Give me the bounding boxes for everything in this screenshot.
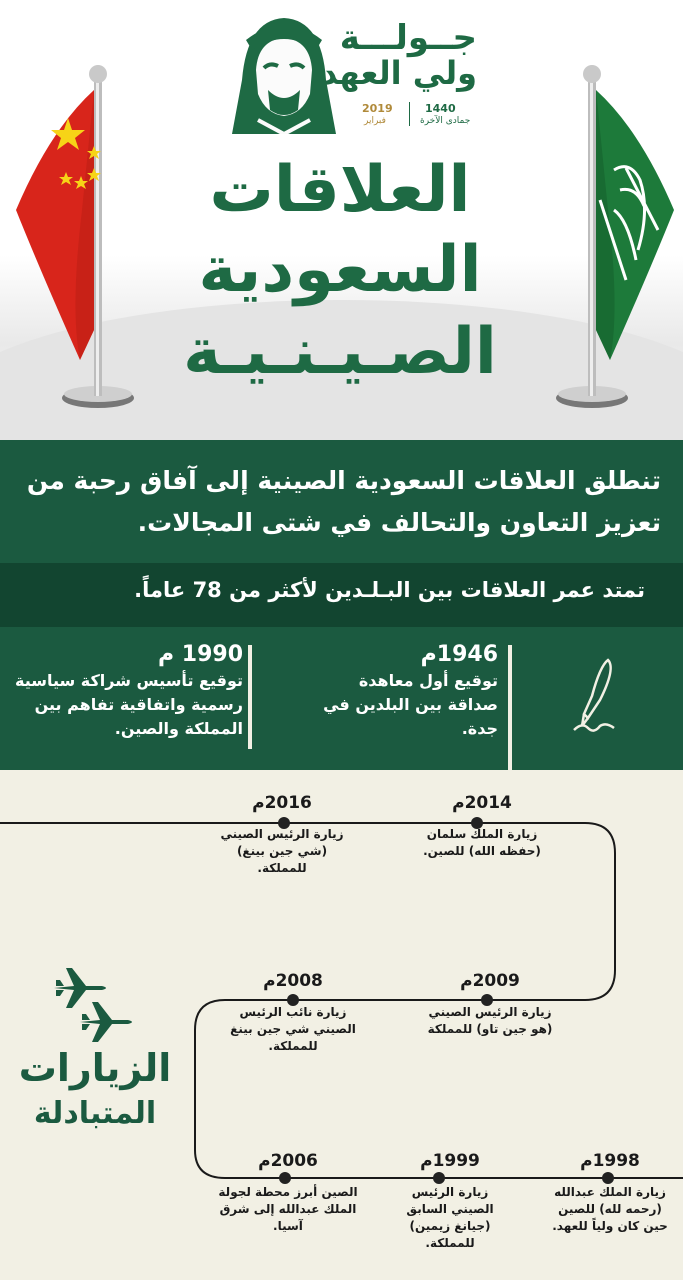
visit-desc: الصين أبرز محطة لجولة الملك عبدالله إلى شرق آسيا.	[218, 1185, 358, 1233]
title-line1: العلاقات	[209, 153, 471, 227]
logo-hijri-year: 1440	[425, 102, 456, 115]
visit-year: 2016م	[252, 793, 312, 813]
visit-event	[420, 970, 560, 1038]
milestone-1946	[318, 641, 498, 741]
milestone-desc: توقيع أول معاهدة صداقة بين البلدين في جدة.	[323, 671, 498, 738]
airplane-icon	[78, 1000, 136, 1044]
visit-year: 1999م	[420, 1151, 480, 1171]
visit-desc: زيارة الملك سلمان (حفظه الله) للصين.	[423, 827, 541, 858]
visit-desc: زيارة الرئيس الصيني السابق (جيانغ زيمين) للمملكة.	[406, 1185, 494, 1250]
visit-desc: زيارة الرئيس الصيني (هو جين تاو) للمملكة	[427, 1005, 553, 1036]
visit-year: 2009م	[460, 971, 520, 991]
relations-age-bar	[0, 563, 683, 627]
milestone-year: 1946م	[420, 642, 498, 667]
visit-event	[218, 970, 368, 1055]
visit-event	[212, 792, 352, 877]
visit-desc: زيارة الملك عبدالله (رحمه لله) للصين حين كان ولياً للعهد.	[552, 1185, 668, 1233]
logo-gregorian-year: 2019	[362, 102, 393, 115]
visit-year: 2014م	[452, 793, 512, 813]
visits-title-line2: المتبادلة	[33, 1096, 157, 1131]
visit-year: 2008م	[263, 971, 323, 991]
pen-icon	[570, 656, 618, 736]
visit-event	[218, 1150, 358, 1235]
milestone-year: 1990 م	[157, 642, 243, 667]
visit-event	[392, 1150, 508, 1252]
logo-hijri-month: جمادى الآخرة	[420, 116, 471, 126]
visit-desc: زيارة نائب الرئيس الصيني شي جين بينغ للمملكة.	[230, 1005, 356, 1053]
milestone-1990	[13, 641, 243, 741]
milestone-divider	[508, 645, 512, 773]
milestone-divider	[248, 645, 252, 749]
title-line3: الصـيـنـيـة	[183, 315, 497, 389]
visit-event	[412, 792, 552, 860]
visit-year: 2006م	[258, 1151, 318, 1171]
visit-event	[548, 1150, 672, 1235]
header	[0, 0, 683, 440]
visit-year: 1998م	[580, 1151, 640, 1171]
visit-desc: زيارة الرئيس الصيني (شي جين بينغ) للمملكة.	[220, 827, 344, 875]
visits-title-line1: الزيارات	[18, 1046, 172, 1090]
logo-separator	[409, 102, 410, 126]
logo-gregorian-month: فبراير	[364, 116, 386, 126]
title-line2: السعودية	[198, 233, 482, 307]
intro-text: تنطلق العلاقات السعودية الصينية إلى آفاق رحبة من تعزيز التعاون والتحالف في شتى المجالات.	[26, 466, 661, 537]
logo-title-line2: ولي العهد	[320, 54, 477, 92]
relations-age-text: تمتد عمر العلاقات بين البـلـدين لأكثر من 78 عاماً.	[134, 578, 645, 602]
intro-section	[0, 440, 683, 563]
milestone-desc: توقيع تأسيس شراكة سياسية رسمية واتفاقية تفاهم بين المملكة والصين.	[14, 671, 243, 738]
logo-title-line1: جــولـــة	[339, 18, 477, 58]
